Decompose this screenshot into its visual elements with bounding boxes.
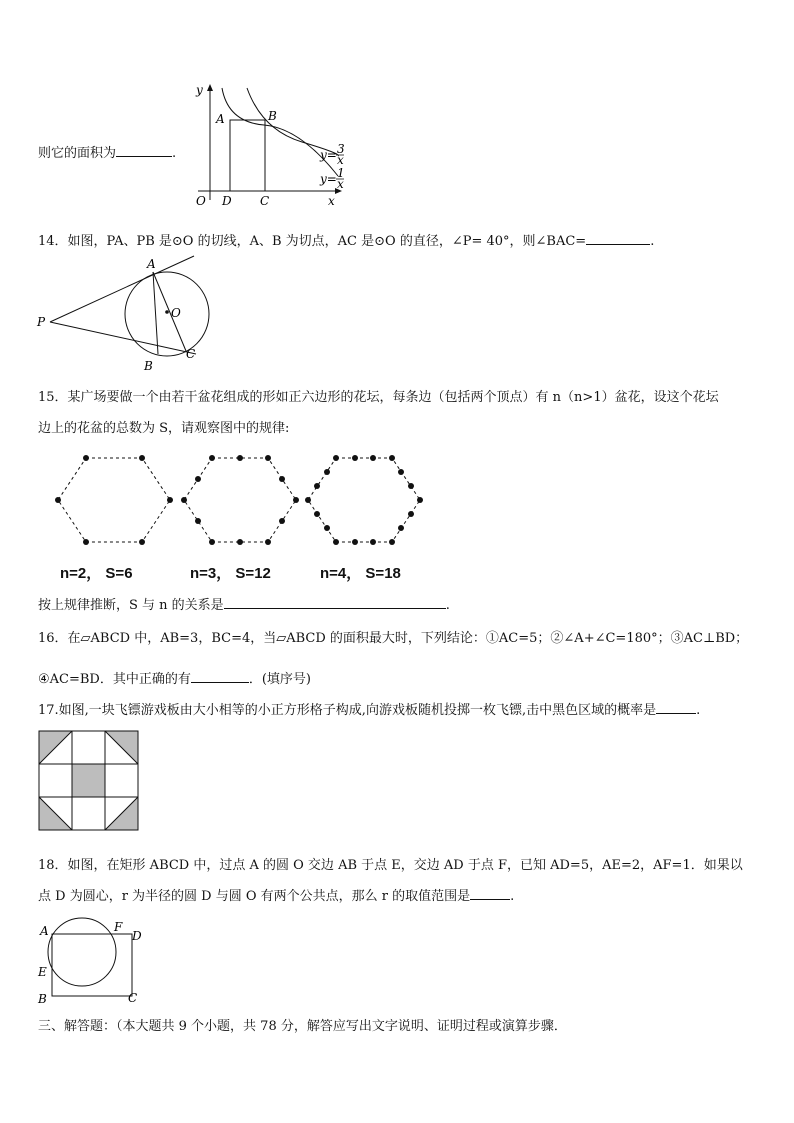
shaded-center [72,764,105,797]
point-C-label: C [260,194,270,208]
q15-text-line2: 边上的花盆的总数为 S，请观察图中的规律: [38,421,290,436]
q15-end: . [445,598,450,613]
rectangle-ABCD [52,934,132,996]
curve-y-3-over-x [247,88,338,156]
curve-top-prefix: y= [320,148,337,162]
q16-text-line2 [38,668,311,687]
point-E-label: E [38,965,47,979]
curve-bottom-denominator: x [337,177,344,191]
point-B-label: B [268,109,277,123]
y-axis-label: y [196,83,203,97]
circle-O [48,918,116,986]
q18-answer-blank[interactable] [470,887,510,900]
q13-answer-blank[interactable] [116,144,172,157]
q14-end: . [650,234,655,249]
q16-prompt: ④AC=BD．其中正确的有 [38,672,191,687]
q18-end: . [510,889,515,904]
point-F-label: F [114,920,123,934]
y-axis-arrow [207,84,213,91]
q14-prompt: 14．如图，PA、PB 是⊙O 的切线，A、B 为切点，AC 是⊙O 的直径，∠P= 40°，则∠BAC= [38,234,587,249]
hexagon-n3-dots [181,455,299,545]
point-D-label: D [222,194,232,208]
curve-top-numerator: 3 [337,142,345,156]
q17-text [38,699,700,718]
q15-conclusion-text: 按上规律推断，S 与 n 的关系是 [38,598,224,613]
curve-bottom-numerator: 1 [337,166,345,180]
diameter-AC [153,272,186,351]
point-C-label: C [186,347,196,361]
q15-hexagons [44,448,434,558]
q13-end: . [172,146,177,161]
point-A-label: A [40,924,49,938]
hexagon-n4-dots [305,455,423,545]
rectangle-ABCD [230,120,265,191]
x-axis-label: x [328,194,335,208]
point-B-label: B [144,359,153,373]
q13-graph [192,80,362,212]
point-A-label: A [216,112,225,126]
hexagon-n2-dots [55,455,173,545]
q16-end: ．(填序号) [248,672,312,687]
q15-conclusion [38,594,450,613]
curve-bottom-prefix: y= [320,172,337,186]
q18-figure [36,914,148,1008]
section-3-heading: 三、解答题：（本大题共 9 个小题，共 78 分，解答应写出文字说明、证明过程或演算步骤． [38,1019,567,1034]
point-P-label: P [37,315,46,329]
q18-text-line2 [38,885,514,904]
q14-figure [34,254,224,376]
point-D-label: D [132,929,142,943]
q17-answer-blank[interactable] [656,701,696,714]
point-C-label: C [128,991,138,1005]
q17-end: . [696,703,701,718]
q14-answer-blank[interactable] [586,232,650,245]
q18-prompt: 点 D 为圆心，r 为半径的圆 D 与圆 O 有两个公共点，那么 r 的取值范围是 [38,889,471,904]
hexagon-n2 [58,458,170,542]
tangent-PB [50,322,196,354]
center-O-dot [165,310,169,314]
caption-n4: n=4， S=18 [320,565,401,582]
point-A-label: A [147,257,156,271]
point-O-label: O [171,306,181,320]
caption-n2: n=2， S=6 [60,565,133,582]
q13-prompt: 则它的面积为 [38,146,117,161]
q16-text-line1: 16．在▱ABCD 中，AB=3，BC=4，当▱ABCD 的面积最大时，下列结论：①AC=5；②∠A+∠C=180°；③AC⊥BD； [38,631,749,646]
q15-text-line1: 15．某广场要做一个由若干盆花组成的形如正六边形的花坛，每条边（包括两个顶点）有 n（n>1）盆花，设这个花坛 [38,390,719,405]
curve-top-denominator: x [337,153,344,167]
q17-dartboard [38,730,140,832]
q14-text [38,230,654,249]
point-B-label: B [38,992,47,1006]
circle-O [125,272,209,356]
chord-AB [153,272,158,354]
q13-text [38,142,176,161]
q18-text-line1: 18．如图，在矩形 ABCD 中，过点 A 的圆 O 交边 AB 于点 E，交边 AD 于点 F，已知 AD=5，AE=2，AF=1．如果以 [38,858,743,873]
origin-label: O [196,194,206,208]
q16-answer-blank[interactable] [191,670,249,683]
q15-answer-blank[interactable] [224,596,446,609]
hexagon-n3 [184,458,296,542]
q17-prompt: 17.如图,一块飞镖游戏板由大小相等的小正方形格子构成,向游戏板随机投掷一枚飞镖,击中黑色区域的概率是 [38,703,657,718]
caption-n3: n=3， S=12 [190,565,271,582]
